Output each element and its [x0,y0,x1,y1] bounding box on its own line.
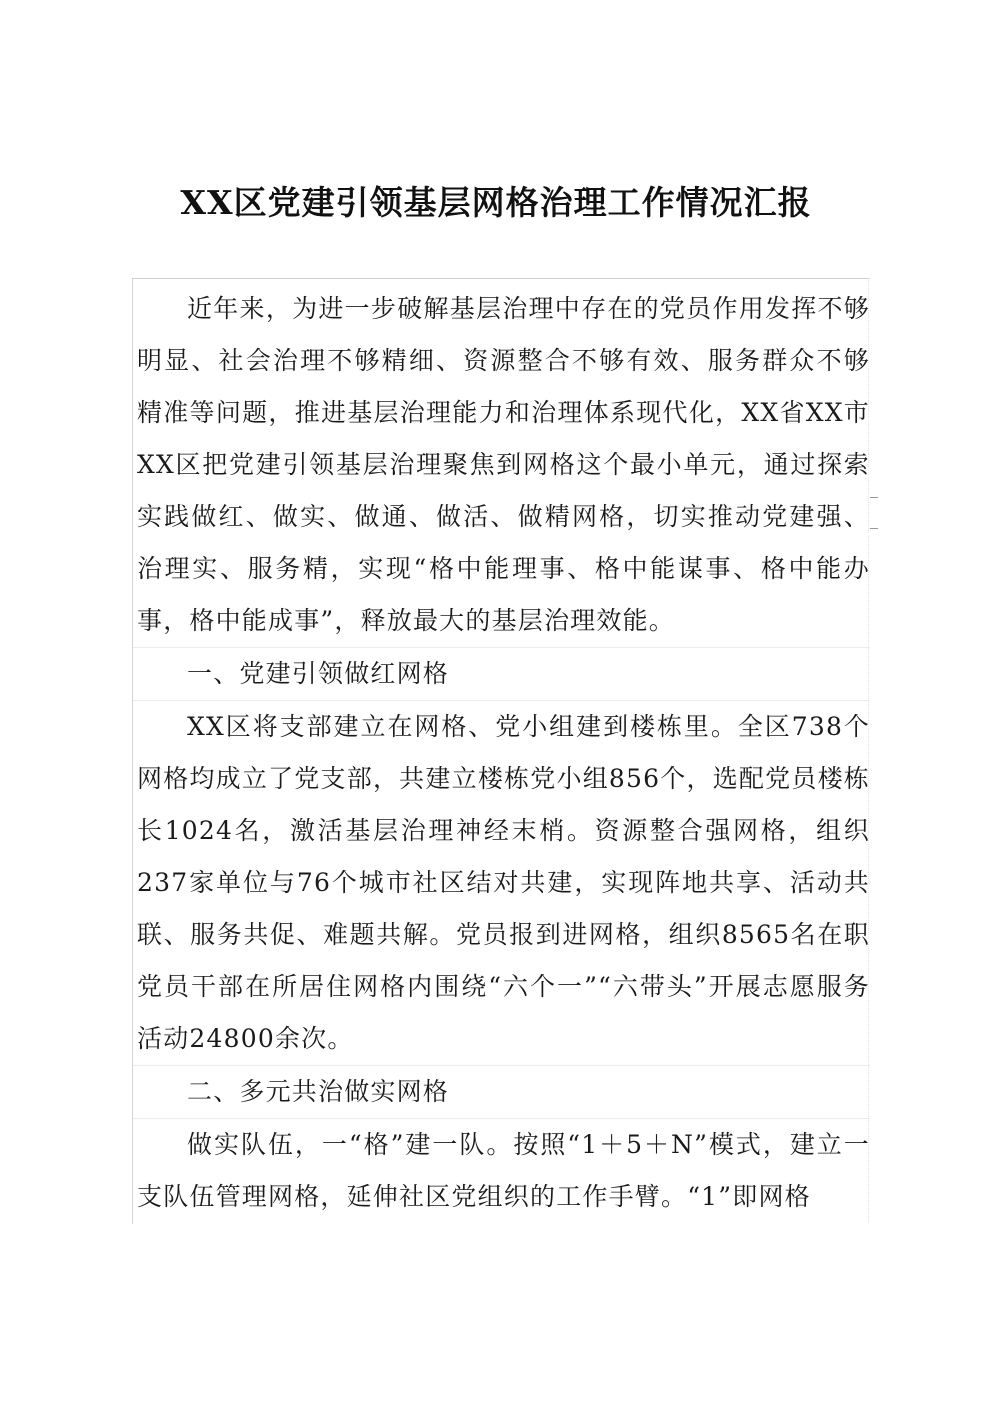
document-body [132,278,870,1224]
paragraph-section-2: 做实队伍，一“格”建一队。按照“1＋5＋N”模式，建立一支队伍管理网格，延伸社区党组织的工作手臂。“1”即网格 [137,1130,870,1211]
paragraph-section-1: XX区将支部建立在网格、党小组建到楼栋里。全区738个网格均成立了党支部，共建立楼栋党小组856个，选配党员楼栋长1024名，激活基层治理神经末梢。资源整合强网格，组织237家单位与76个城市社区结对共建，实现阵地共享、活动共联、服务共促、难题共解。党员报到进网格，组织8565名在职党员干部在所居住网格内围绕“六个一”“六带头”开展志愿服务活动24800余次。 [133,701,870,1066]
margin-tick-mark [870,528,878,529]
margin-guide-line [868,278,869,1223]
section-heading-1: 一、党建引领做红网格 [133,648,870,701]
document-title: XX区党建引领基层网格治理工作情况汇报 [180,183,812,222]
paragraph-intro: 近年来，为进一步破解基层治理中存在的党员作用发挥不够明显、社会治理不够精细、资源整合不够有效、服务群众不够精准等问题，推进基层治理能力和治理体系现代化，XX省XX市XX区把党建引领基层治理聚焦到网格这个最小单元，通过探索实践做红、做实、做通、做活、做精网格，切实推动党建强、治理实、服务精，实现“格中能理事、格中能谋事、格中能办事，格中能成事”，释放最大的基层治理效能。 [133,279,870,648]
margin-tick-mark [870,497,878,498]
section-heading-2: 二、多元共治做实网格 [133,1066,870,1119]
